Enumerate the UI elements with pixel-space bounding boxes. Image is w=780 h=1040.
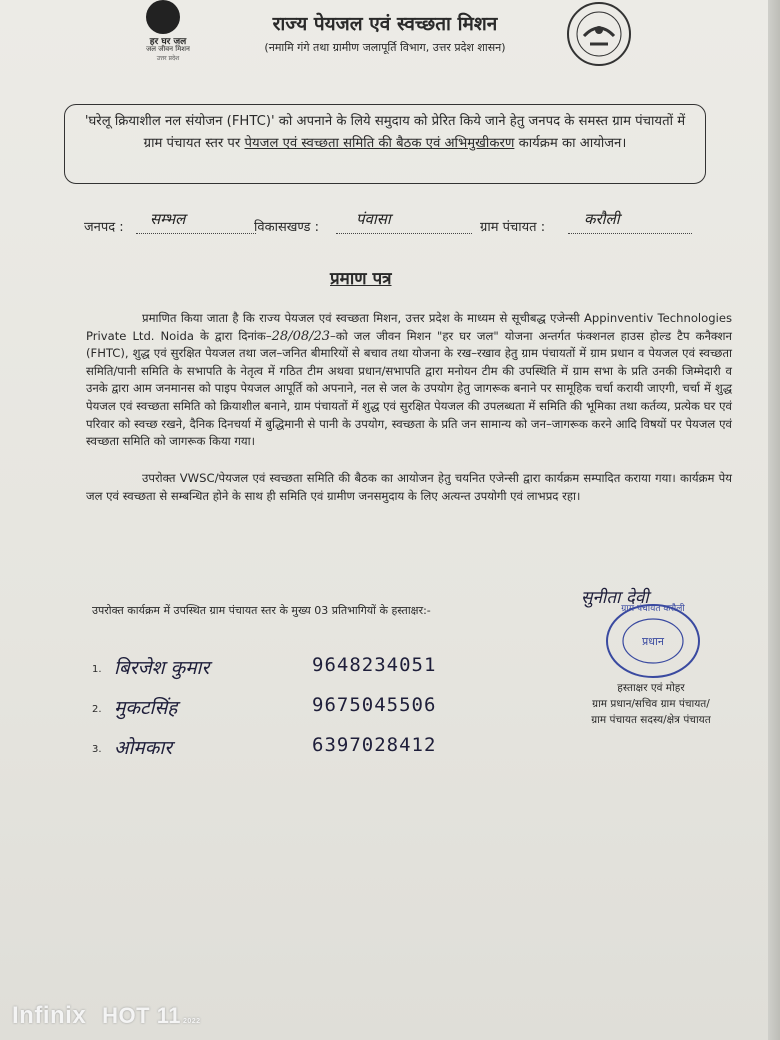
participant-signature: ओमकार xyxy=(114,737,173,759)
certificate-heading: प्रमाण पत्र xyxy=(330,269,392,289)
stamp-center-text: प्रधान xyxy=(642,635,664,648)
district-label: जनपद : xyxy=(84,220,124,235)
page-edge xyxy=(768,0,780,1040)
meeting-date: 28/08/23 xyxy=(271,328,331,344)
logo-text-mission: जल जीवन मिशन xyxy=(146,45,190,53)
water-drop-icon xyxy=(146,0,180,34)
camera-watermark xyxy=(12,1002,201,1030)
stamp-caption-line2: ग्राम प्रधान/सचिव ग्राम पंचायत/ xyxy=(592,698,710,710)
pradhan-signature: सुनीता देवी xyxy=(581,588,649,608)
block-label: विकासखण्ड : xyxy=(254,220,320,235)
watermark-year: 2022 xyxy=(182,1018,201,1025)
certificate-paragraph-1: प्रमाणित किया जाता है कि राज्य पेयजल एवं स्वच्छता मिशन, उत्तर प्रदेश के माध्यम से सूचीबद्ध एजेन्सी Appinventiv Technologies Private Ltd. Noida के द्वारा दिनांक–28/08/23–को जल जीवन मिशन "हर घर जल" योजना अन्तर्गत फंक्शनल हाउस होल्ड टैप कनैक्शन (FHTC), शुद्ध एवं सुरक्षित पेयजल तथा जल–जनित बीमारियों से बचाव तथा योजना के रख–रखाव हेतु ग्राम पंचायतों में ग्राम प्रधान व पेयजल एवं स्वच्छता समिति/पानी समिति के सभापति के नेतृत्व में गठित टीम अथवा प्रधान/सभापति द्वारा मनोयन टीम की उपस्थिति में ग्राम सभा के प्रति उनकी जिम्मेदारी व उनके द्वारा आम जनमानस को पाइप पेयजल आपूर्ति को अपनाने, नल से जल के उपयोग हेतु जागरूक बनाने पर सामूहिक चर्चा करायी जाएगी, चर्चा में शुद्ध पेयजल एवं स्वच्छता समिति को क्रियाशील बनाने, ग्राम पंचायतों में शुद्ध एवं सुरक्षित पेयजल की उपलब्धता में समिति की भूमिका तथा कर्तव्य, प्रत्येक घर एवं परिवार को स्वच्छ रखने, दैनिक दिनचर्या में बुद्धिमानी से पानी के उपयोग, स्वच्छता के प्रति जन सामान्य को जन–जागरूक करने आदि विषयों पर पेयजल एवं स्वच्छता समिति को जागरूक किया गया। xyxy=(86,311,732,449)
stamp-caption-line1: हस्ताक्षर एवं मोहर xyxy=(617,682,685,694)
notice-text-end: कार्यक्रम का आयोजन। xyxy=(514,136,627,151)
stamp-caption xyxy=(566,680,736,728)
paragraph-1-part-a: प्रमाणित किया जाता है कि राज्य पेयजल एवं स्वच्छता मिशन, उत्तर प्रदेश के माध्यम से सूचीबद्ध एजेन्सी Appinventiv Technologies Private Ltd. Noida के द्वारा दिनांक xyxy=(86,311,732,343)
notice-underlined-text: पेयजल एवं स्वच्छता समिति की बैठक एवं अभिमुखीकरण xyxy=(244,136,515,151)
program-notice-box xyxy=(64,104,706,184)
notice-text-part1: 'घरेलू क्रियाशील नल संयोजन (FHTC)' को अपनाने के लिये समुदाय को प्रेरित किये जाने हेतु जनपद के समस्त ग्राम पंचायतों में ग्राम पंचायत स्तर पर xyxy=(84,114,686,151)
watermark-brand: Infinix xyxy=(12,1002,87,1029)
up-government-seal-icon xyxy=(562,0,636,68)
logo-text-state: उत्तर प्रदेश xyxy=(156,55,180,62)
certificate-paragraph-2: उपरोक्त VWSC/पेयजल एवं स्वच्छता समिति की बैठक का आयोजन हेतु चयनित एजेन्सी द्वारा कार्यक्रम सम्पादित कराया गया। कार्यक्रम पेय जल एवं स्वच्छता से सम्बन्धित होने के साथ ही समिति एवं ग्रामीण जनसमुदाय के लिए अत्यन्त उपयोगी एवं लाभप्रद रहा। xyxy=(86,471,732,503)
paragraph-1-part-b: को जल जीवन मिशन "हर घर जल" योजना अन्तर्गत फंक्शनल हाउस होल्ड टैप कनैक्शन (FHTC), शुद्ध एवं सुरक्षित पेयजल तथा जल–जनित बीमारियों से बचाव तथा योजना के रख–रखाव हेतु ग्राम पंचायतों में ग्राम प्रधान व पेयजल एवं स्वच्छता समिति/पानी समिति के सभापति के नेतृत्व में गठित टीम अथवा प्रधान/सभापति द्वारा मनोयन टीम की उपस्थिति में ग्राम सभा के प्रति उनकी जिम्मेदारी व उनके द्वारा आम जनमानस को पाइप पेयजल आपूर्ति को अपनाने, नल से जल के उपयोग हेतु जागरूक बनाने पर सामूहिक चर्चा करायी जाएगी, चर्चा में शुद्ध पेयजल एवं स्वच्छता समिति को क्रियाशील बनाने, ग्राम पंचायतों में शुद्ध एवं सुरक्षित पेयजल की उपलब्धता में समिति की भूमिका तथा कर्तव्य, प्रत्येक घर एवं परिवार को स्वच्छ रखने, दैनिक दिनचर्या में बुद्धिमानी से पानी के उपयोग, स्वच्छता के प्रति जन सामान्य को जन–जागरूक करने आदि विषयों पर पेयजल एवं स्वच्छता समिति को जागरूक किया गया। xyxy=(86,328,732,449)
gram-panchayat-label: ग्राम पंचायत : xyxy=(480,220,546,235)
participant-phone: 9648234051 xyxy=(312,654,437,676)
participant-row xyxy=(92,734,572,770)
block-value: पंवासा xyxy=(356,210,391,228)
stamp-caption-line3: ग्राम पंचायत सदस्य/क्षेत्र पंचायत xyxy=(591,714,711,726)
mission-title: राज्य पेयजल एवं स्वच्छता मिशन xyxy=(272,13,498,35)
district-value: सम्भल xyxy=(150,210,186,228)
jal-jeevan-logo xyxy=(132,0,202,70)
program-notice-text xyxy=(79,111,691,155)
stamp-ring-text: ग्राम पंचायत करौली xyxy=(621,604,685,614)
participant-number: 2. xyxy=(92,704,102,715)
participant-number: 3. xyxy=(92,744,102,755)
participant-row xyxy=(92,694,572,730)
logo-text-har-ghar-jal: हर घर जल xyxy=(149,37,187,47)
participants-note: उपरोक्त कार्यक्रम में उपस्थित ग्राम पंचायत स्तर के मुख्य 03 प्रतिभागियों के हस्ताक्षर:- xyxy=(92,604,431,617)
participant-phone: 9675045506 xyxy=(312,694,437,716)
pradhan-stamp xyxy=(575,585,705,680)
gram-panchayat-value: करौली xyxy=(584,210,620,228)
participant-signature: मुकटसिंह xyxy=(114,697,178,719)
participant-signature: बिरजेश कुमार xyxy=(114,657,210,679)
watermark-model: HOT 11 xyxy=(102,1003,181,1028)
participant-number: 1. xyxy=(92,664,102,675)
mission-subtitle: (नमामि गंगे तथा ग्रामीण जलापूर्ति विभाग, उत्तर प्रदेश शासन) xyxy=(264,41,506,54)
participant-phone: 6397028412 xyxy=(312,734,437,756)
participant-row xyxy=(92,654,572,690)
